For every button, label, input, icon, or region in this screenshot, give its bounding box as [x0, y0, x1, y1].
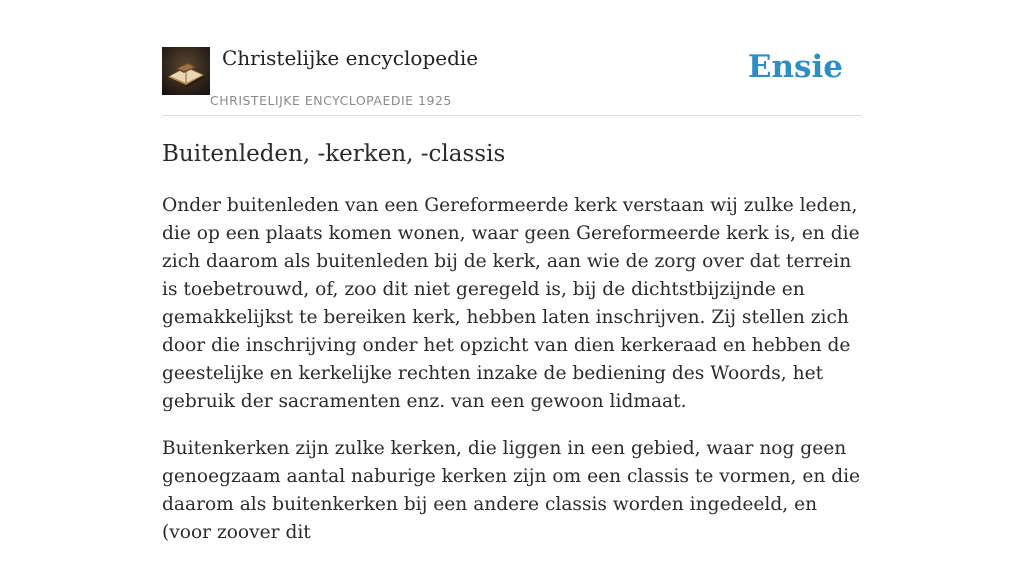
article-body	[162, 192, 867, 566]
ensie-logo-link[interactable]: Ensie	[747, 49, 843, 85]
article-paragraph: Onder buitenleden van een Gereformeerde kerk verstaan wij zulke leden, die op een plaats komen wonen, waar geen Gereformeerde kerk is, en die zich daarom als buitenleden bij de kerk, aan wie de zorg over dat terrein is toebetrouwd, of, zoo dit niet geregeld is, bij de dichtstbijzijnde en gemakkelijkst te bereiken kerk, hebben laten inschrijven. Zij stellen zich door die inschrijving onder het opzicht van dien kerkeraad en hebben de geestelijke en kerkelijke rechten inzake de bediening des Woords, het gebruik der sacramenten enz. van een gewoon lidmaat.	[162, 195, 860, 412]
book-photo-icon	[162, 47, 210, 95]
site-header	[162, 45, 862, 116]
article-title: Buitenleden, -kerken, -classis	[162, 141, 506, 167]
site-subtitle[interactable]: CHRISTELIJKE ENCYCLOPAEDIE 1925	[210, 93, 452, 108]
encyclopedia-avatar[interactable]	[162, 47, 210, 95]
article-paragraph: Buitenkerken zijn zulke kerken, die liggen in een gebied, waar nog geen genoegzaam aantal naburige kerken zijn om een classis te vormen, en die daarom als buitenkerken bij een andere classis worden ingedeeld, en (voor zoover dit	[162, 438, 861, 543]
site-name[interactable]: Christelijke encyclopedie	[222, 46, 479, 70]
